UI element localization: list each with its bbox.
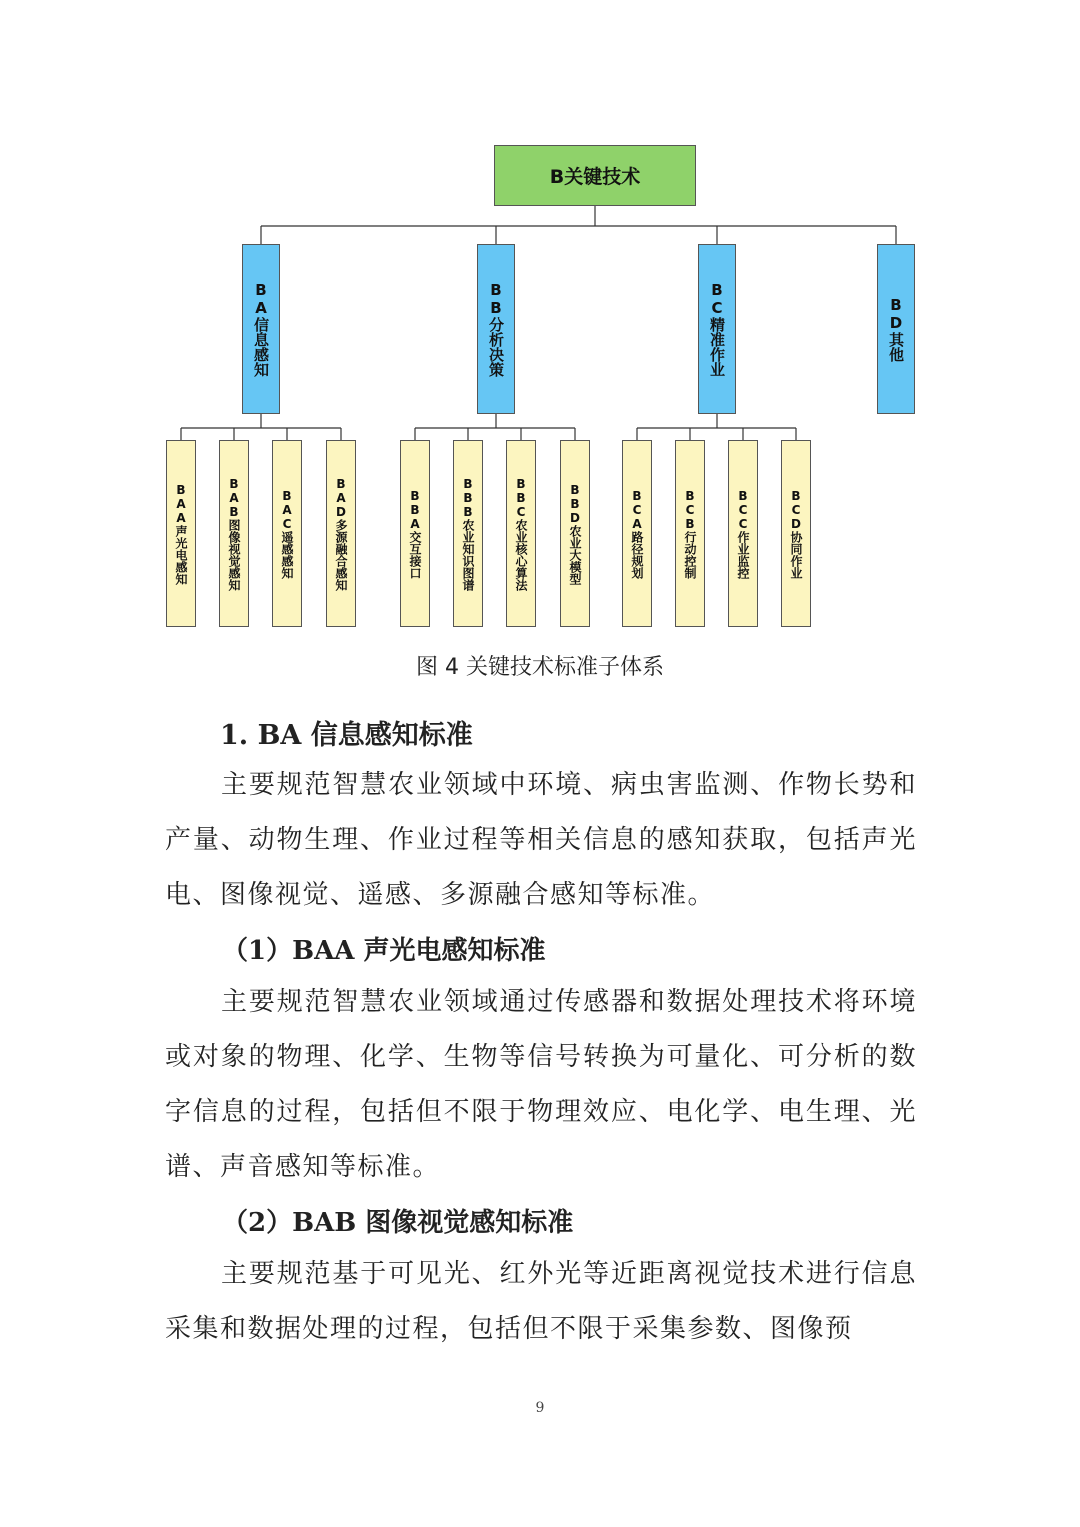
tree-node-bbd-label: BBD农业大模型 (568, 482, 582, 585)
tree-node-bad (326, 440, 356, 627)
tree-node-ba-label: BA信息感知 (252, 281, 270, 377)
tree-node-bcb-label: BCB行动控制 (683, 488, 697, 579)
tree-node-bca (622, 440, 652, 627)
tree-node-bcd-label: BCD协同作业 (789, 488, 803, 579)
tree-node-bbb-label: BBB农业知识图谱 (461, 476, 475, 591)
tree-root-label: B关键技术 (549, 166, 641, 188)
tree-root-node (494, 145, 696, 206)
tree-node-bac (272, 440, 302, 627)
tree-node-bab (219, 440, 249, 627)
section-heading-ba: 1. BA 信息感知标准 (220, 720, 473, 751)
tree-node-bca-label: BCA路径规划 (630, 488, 644, 579)
page-number: 9 (535, 1400, 545, 1416)
tree-node-bb-label: BB分析决策 (487, 281, 505, 377)
tree-node-ba (242, 244, 280, 414)
tree-node-bba-label: BBA交互接口 (408, 488, 422, 579)
tree-node-bbc-label: BBC农业核心算法 (514, 476, 528, 591)
tree-node-bcc (728, 440, 758, 627)
tree-node-bbd (560, 440, 590, 627)
tree-node-bbb (453, 440, 483, 627)
tree-node-bab-label: BAB图像视觉感知 (227, 476, 241, 591)
tree-node-bd-label: BD其他 (887, 296, 905, 362)
tree-connectors (0, 0, 1080, 640)
tree-node-bcd (781, 440, 811, 627)
section-heading-bab: （2）BAB 图像视觉感知标准 (222, 1208, 574, 1238)
tree-node-bbc (506, 440, 536, 627)
section-body-baa: 主要规范智慧农业领域通过传感器和数据处理技术将环境或对象的物理、化学、生物等信号转换为可量化、可分析的数字信息的过程，包括但不限于物理效应、电化学、电生理、光谱、声音感知等标准。 (165, 987, 917, 1182)
tree-node-bc-label: BC精准作业 (708, 281, 726, 377)
tree-node-bc (698, 244, 736, 414)
tree-node-bb (477, 244, 515, 414)
tree-node-baa-label: BAA声光电感知 (174, 482, 188, 585)
tree-node-bcc-label: BCC作业监控 (736, 488, 750, 579)
tree-node-bba (400, 440, 430, 627)
tree-node-baa (166, 440, 196, 627)
tree-node-bd (877, 244, 915, 414)
section-body-ba: 主要规范智慧农业领域中环境、病虫害监测、作物长势和产量、动物生理、作业过程等相关信息的感知获取，包括声光电、图像视觉、遥感、多源融合感知等标准。 (165, 770, 917, 910)
section-body-bab: 主要规范基于可见光、红外光等近距离视觉技术进行信息采集和数据处理的过程，包括但不限于采集参数、图像预 (165, 1259, 917, 1344)
section-heading-baa: （1）BAA 声光电感知标准 (222, 936, 546, 966)
tree-node-bac-label: BAC遥感感知 (280, 488, 294, 579)
tree-node-bad-label: BAD多源融合感知 (334, 476, 348, 591)
figure-caption: 图 4 关键技术标准子体系 (416, 655, 664, 680)
tree-node-bcb (675, 440, 705, 627)
